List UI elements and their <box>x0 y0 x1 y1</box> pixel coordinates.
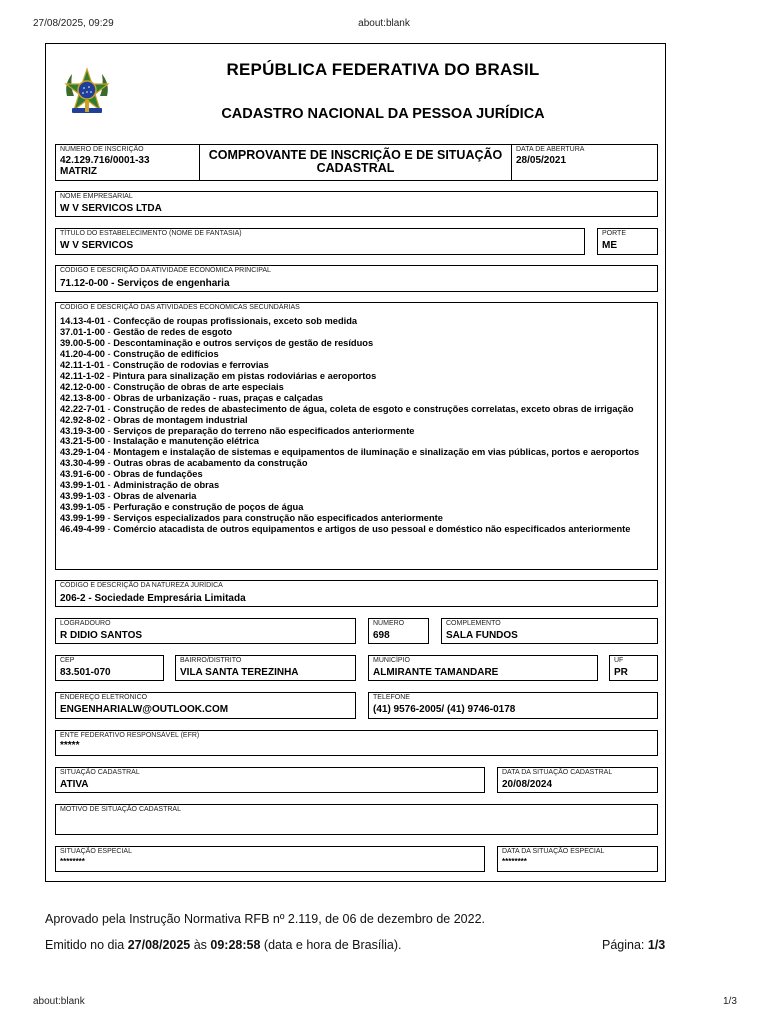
atividade-secundaria-item: 42.12-0-00 - Construção de obras de arte especiais <box>60 381 284 392</box>
page-title: REPÚBLICA FEDERATIVA DO BRASIL <box>226 60 540 79</box>
atividade-desc: Descontaminação e outros serviços de gestão de resíduos <box>113 337 374 348</box>
atividade-code: 42.13-8-00 <box>60 392 105 403</box>
atividade-secundaria-item: 42.11-1-02 - Pintura para sinalização em pistas rodoviárias e aeroportos <box>60 370 377 381</box>
data-situacao-label: DATA DA SITUAÇÃO CADASTRAL <box>502 769 613 776</box>
atividade-desc: Serviços especializados para construção não especificados anteriormente <box>113 513 443 524</box>
abertura-value: 28/05/2021 <box>516 155 567 166</box>
atividade-secundaria-item: 42.11-1-01 - Construção de rodovias e ferrovias <box>60 359 269 370</box>
comprovante-line1: COMPROVANTE DE INSCRIÇÃO E DE SITUAÇÃO <box>208 148 503 162</box>
atividade-desc: Obras de montagem industrial <box>113 414 248 425</box>
logradouro-value: R DIDIO SANTOS <box>60 630 143 641</box>
atividade-secundaria-item: 43.29-1-04 - Montagem e instalação de sistemas e equipamentos de iluminação e sinalização em vias públicas, portos e aeroportos <box>60 447 640 458</box>
atividade-code: 39.00-5-00 <box>60 337 105 348</box>
atividade-secundaria-item: 43.19-3-00 - Serviços de preparação do terreno não especificados anteriormente <box>60 425 415 436</box>
atividade-code: 42.11-1-01 <box>60 359 105 370</box>
atividade-code: 43.99-1-01 <box>60 480 105 491</box>
telefone-box <box>368 692 658 719</box>
numero-box <box>368 618 429 644</box>
atividade-code: 43.91-6-00 <box>60 469 105 480</box>
print-title: about:blank <box>358 18 410 29</box>
uf-label: UF <box>614 657 624 664</box>
bairro-box <box>175 655 356 681</box>
numero-label: NÚMERO <box>373 620 405 627</box>
atividade-desc: Perfuração e construção de poços de água <box>113 502 304 513</box>
atividade-code: 43.29-1-04 <box>60 447 105 458</box>
pagina-value: 1/3 <box>647 938 666 952</box>
email-value: ENGENHARIALW@OUTLOOK.COM <box>60 704 229 715</box>
emitido-date: 27/08/2025 <box>127 938 191 952</box>
inscricao-box <box>55 144 200 181</box>
atividade-principal-value: 71.12-0-00 - Serviços de engenharia <box>60 278 230 289</box>
atividade-secundaria-item: 37.01-1-00 - Gestão de redes de esgoto <box>60 326 233 337</box>
atividade-code: 42.12-0-00 <box>60 381 105 392</box>
bairro-label: BAIRRO/DISTRITO <box>180 657 242 664</box>
emitido-prefix: Emitido no dia <box>45 938 128 952</box>
inscricao-type: MATRIZ <box>60 166 98 177</box>
motivo-label: MOTIVO DE SITUAÇÃO CADASTRAL <box>60 806 181 813</box>
atividades-secundarias-list <box>60 316 653 535</box>
atividade-desc: Construção de obras de arte especiais <box>113 381 284 392</box>
atividade-secundaria-item: 39.00-5-00 - Descontaminação e outros serviços de gestão de resíduos <box>60 337 374 348</box>
nome-empresarial-value: W V SERVICOS LTDA <box>60 203 162 214</box>
email-box <box>55 692 356 719</box>
porte-label: PORTE <box>602 230 626 237</box>
atividade-secundaria-item: 43.21-5-00 - Instalação e manutenção elétrica <box>60 436 259 447</box>
efr-value: ***** <box>60 740 80 751</box>
fantasia-label: TÍTULO DO ESTABELECIMENTO (NOME DE FANTASIA) <box>60 230 242 237</box>
atividade-principal-box <box>55 265 658 292</box>
atividade-code: 43.99-1-05 <box>60 502 105 513</box>
situacao-especial-value: ******** <box>60 857 85 866</box>
atividade-code: 43.99-1-99 <box>60 513 105 524</box>
data-situacao-especial-value: ******** <box>502 857 527 866</box>
pagina-text <box>602 938 665 952</box>
abertura-box <box>511 144 658 181</box>
porte-value: ME <box>602 240 617 251</box>
comprovante-line2: CADASTRAL <box>316 161 395 175</box>
atividade-desc: Obras de alvenaria <box>113 491 197 502</box>
atividade-code: 43.30-4-99 <box>60 458 105 469</box>
bairro-value: VILA SANTA TEREZINHA <box>180 667 299 678</box>
atividade-desc: Administração de obras <box>113 480 220 491</box>
atividade-code: 14.13-4-01 <box>60 316 105 326</box>
atividade-secundaria-item: 14.13-4-01 - Confecção de roupas profissionais, exceto sob medida <box>60 316 358 326</box>
atividade-desc: Outras obras de acabamento da construção <box>113 458 308 469</box>
complemento-value: SALA FUNDOS <box>446 630 518 641</box>
cep-label: CEP <box>60 657 75 664</box>
print-datetime: 27/08/2025, 09:29 <box>33 18 114 29</box>
situacao-value: ATIVA <box>60 779 89 790</box>
atividade-desc: Montagem e instalação de sistemas e equipamentos de iluminação e sinalização em vias públicas, portos e aeroportos <box>113 447 640 458</box>
emitido-mid: às <box>190 938 211 952</box>
atividade-desc: Construção de edifícios <box>113 348 219 359</box>
nome-empresarial-box <box>55 191 658 217</box>
atividade-secundaria-item: 43.99-1-03 - Obras de alvenaria <box>60 491 197 502</box>
numero-value: 698 <box>373 630 390 641</box>
natureza-juridica-label: CÓDIGO E DESCRIÇÃO DA NATUREZA JURÍDICA <box>60 582 223 589</box>
atividade-desc: Comércio atacadista de outros equipamentos e artigos de uso pessoal e doméstico não especificados anteriormente <box>113 524 631 535</box>
complemento-label: COMPLEMENTO <box>446 620 501 627</box>
atividade-desc: Instalação e manutenção elétrica <box>113 436 259 447</box>
atividade-code: 43.21-5-00 <box>60 436 105 447</box>
atividade-secundaria-item: 43.91-6-00 - Obras de fundações <box>60 469 203 480</box>
abertura-label: DATA DE ABERTURA <box>516 146 585 153</box>
emitido-suffix: (data e hora de Brasília). <box>260 938 402 952</box>
cep-value: 83.501-070 <box>60 667 111 678</box>
atividade-desc: Obras de urbanização - ruas, praças e calçadas <box>113 392 324 403</box>
logradouro-label: LOGRADOURO <box>60 620 111 627</box>
inscricao-label: NÚMERO DE INSCRIÇÃO <box>60 146 144 153</box>
atividade-secundaria-item: 42.92-8-02 - Obras de montagem industrial <box>60 414 248 425</box>
atividade-desc: Construção de redes de abastecimento de água, coleta de esgoto e construções correlatas, exceto obras de irrigação <box>113 403 634 414</box>
atividade-secundaria-item: 43.99-1-01 - Administração de obras <box>60 480 220 491</box>
data-situacao-value: 20/08/2024 <box>502 779 553 790</box>
atividade-secundaria-item: 42.13-8-00 - Obras de urbanização - ruas, praças e calçadas <box>60 392 324 403</box>
pagina-label: Página: <box>602 938 648 952</box>
atividade-code: 42.22-7-01 <box>60 403 105 414</box>
atividade-code: 43.99-1-03 <box>60 491 105 502</box>
print-footer-page: 1/3 <box>723 996 737 1007</box>
print-footer-url: about:blank <box>33 996 85 1007</box>
comprovante-box <box>199 144 512 181</box>
atividade-desc: Confecção de roupas profissionais, exceto sob medida <box>113 316 358 326</box>
logradouro-box <box>55 618 356 644</box>
atividade-secundaria-item: 42.22-7-01 - Construção de redes de abastecimento de água, coleta de esgoto e construções correlatas, exceto obras de irrigação <box>60 403 634 414</box>
atividade-code: 46.49-4-99 <box>60 524 105 535</box>
municipio-box <box>368 655 598 681</box>
atividade-secundaria-item: 41.20-4-00 - Construção de edifícios <box>60 348 219 359</box>
atividade-code: 37.01-1-00 <box>60 326 105 337</box>
telefone-value: (41) 9576-2005/ (41) 9746-0178 <box>373 704 516 715</box>
data-situacao-especial-label: DATA DA SITUAÇÃO ESPECIAL <box>502 848 605 855</box>
atividade-secundaria-item: 46.49-4-99 - Comércio atacadista de outros equipamentos e artigos de uso pessoal e doméstico não especificados anteriormente <box>60 524 631 535</box>
atividade-desc: Gestão de redes de esgoto <box>113 326 233 337</box>
atividade-desc: Obras de fundações <box>113 469 203 480</box>
atividade-secundaria-item: 43.30-4-99 - Outras obras de acabamento da construção <box>60 458 308 469</box>
data-situacao-box <box>497 767 658 793</box>
inscricao-number: 42.129.716/0001-33 <box>60 155 150 166</box>
atividade-code: 43.19-3-00 <box>60 425 105 436</box>
email-label: ENDEREÇO ELETRÔNICO <box>60 694 148 701</box>
natureza-juridica-value: 206-2 - Sociedade Empresária Limitada <box>60 593 246 604</box>
atividade-secundaria-item: 43.99-1-99 - Serviços especializados para construção não especificados anteriormente <box>60 513 443 524</box>
efr-box <box>55 730 658 756</box>
porte-box <box>597 228 658 255</box>
cep-box <box>55 655 164 681</box>
emitido-text <box>45 938 402 952</box>
emitido-time: 09:28:58 <box>210 938 261 952</box>
nome-empresarial-label: NOME EMPRESARIAL <box>60 193 133 200</box>
atividade-desc: Construção de rodovias e ferrovias <box>112 359 269 370</box>
natureza-juridica-box <box>55 580 658 607</box>
fantasia-value: W V SERVICOS <box>60 240 134 251</box>
aprovado-text: Aprovado pela Instrução Normativa RFB nº 2.119, de 06 de dezembro de 2022. <box>45 912 486 926</box>
situacao-especial-label: SITUAÇÃO ESPECIAL <box>60 848 132 855</box>
municipio-value: ALMIRANTE TAMANDARE <box>373 667 499 678</box>
atividade-desc: Pintura para sinalização em pistas rodoviárias e aeroportos <box>112 370 377 381</box>
atividade-principal-label: CÓDIGO E DESCRIÇÃO DA ATIVIDADE ECONÔMICA PRINCIPAL <box>60 267 271 274</box>
situacao-label: SITUAÇÃO CADASTRAL <box>60 769 140 776</box>
atividades-secundarias-label: CÓDIGO E DESCRIÇÃO DAS ATIVIDADES ECONÔMICAS SECUNDÁRIAS <box>60 304 300 311</box>
atividade-code: 42.92-8-02 <box>60 414 105 425</box>
efr-label: ENTE FEDERATIVO RESPONSÁVEL (EFR) <box>60 732 200 739</box>
atividade-code: 42.11-1-02 <box>60 370 105 381</box>
uf-box <box>609 655 658 681</box>
telefone-label: TELEFONE <box>373 694 410 701</box>
data-situacao-especial-box <box>497 846 658 872</box>
municipio-label: MUNICÍPIO <box>373 657 410 664</box>
atividade-desc: Serviços de preparação do terreno não especificados anteriormente <box>113 425 415 436</box>
page-subtitle: CADASTRO NACIONAL DA PESSOA JURÍDICA <box>221 106 545 122</box>
motivo-box <box>55 804 658 835</box>
situacao-box <box>55 767 485 793</box>
atividade-code: 41.20-4-00 <box>60 348 105 359</box>
atividade-secundaria-item: 43.99-1-05 - Perfuração e construção de poços de água <box>60 502 304 513</box>
fantasia-box <box>55 228 585 255</box>
situacao-especial-box <box>55 846 485 872</box>
uf-value: PR <box>614 667 628 678</box>
complemento-box <box>441 618 658 644</box>
atividades-secundarias-box <box>55 302 658 570</box>
